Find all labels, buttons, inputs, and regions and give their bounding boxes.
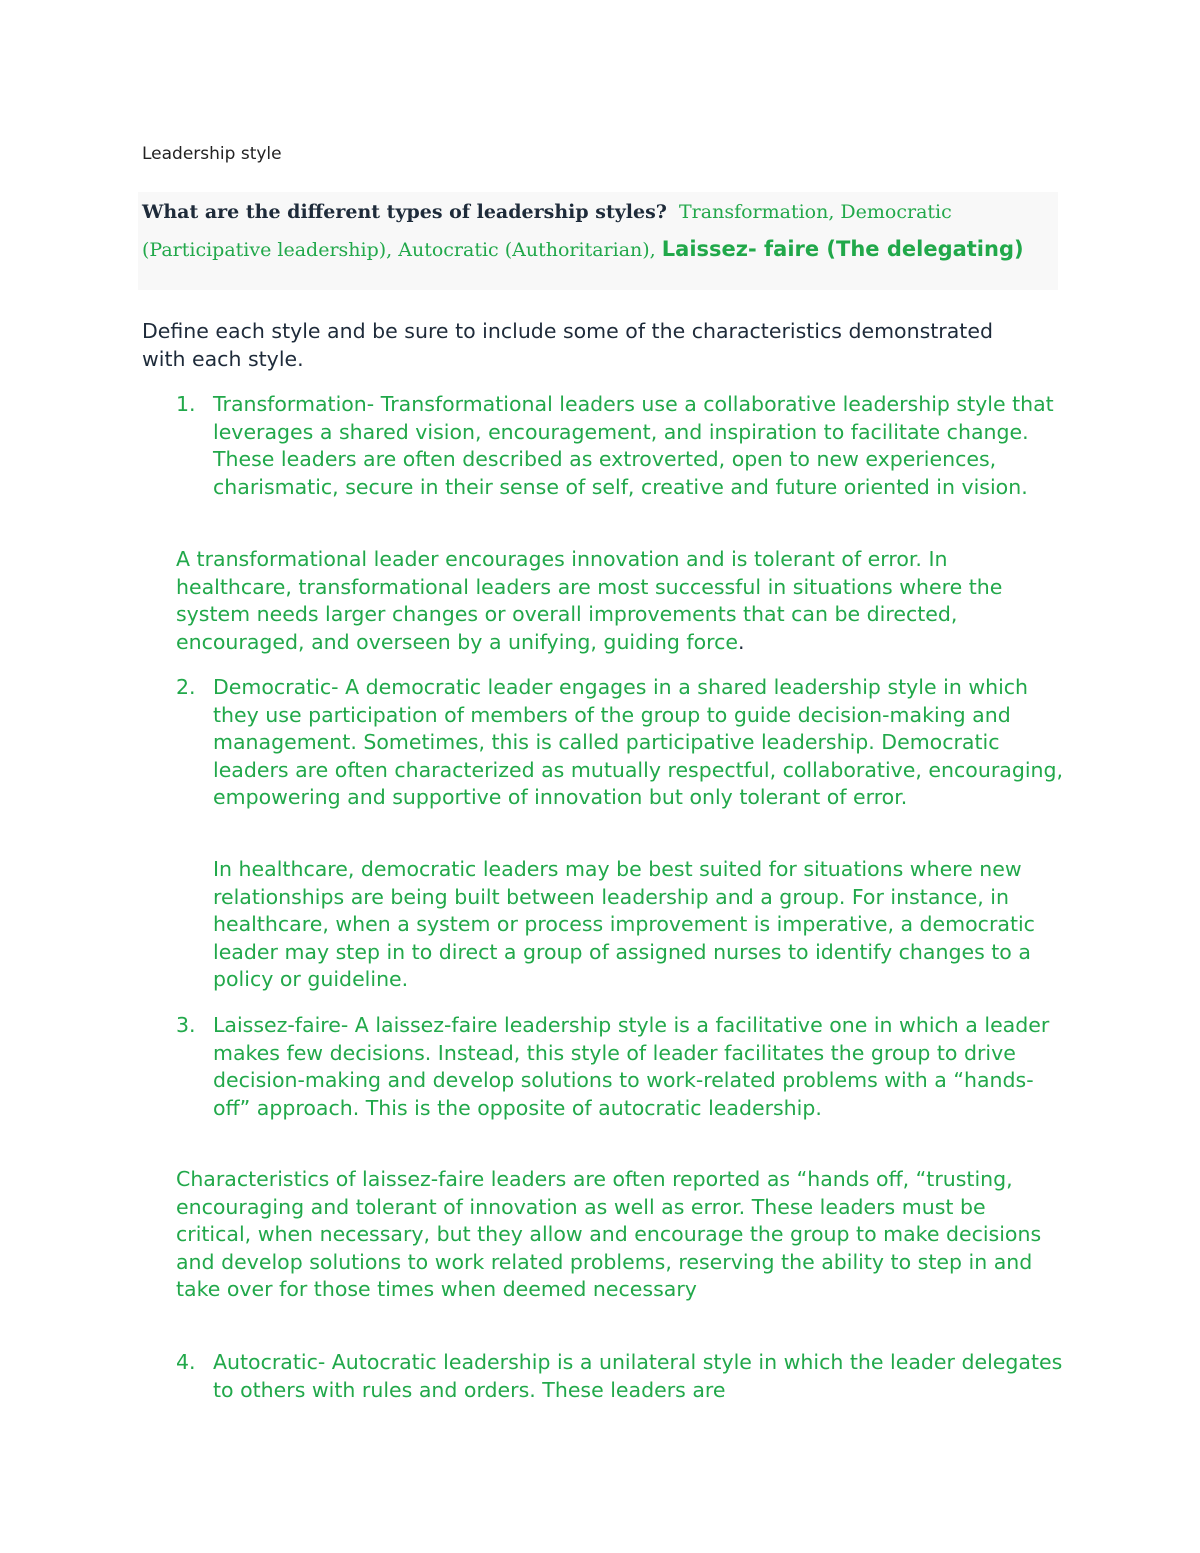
transformational-note [176,546,1066,656]
question-prompt: What are the different types of leadership styles? [142,201,667,223]
list-item-text: Autocratic- Autocratic leadership is a unilateral style in which the leader delegates to others with rules and orders. These leaders are [213,1350,1063,1402]
question-answer-bold: Laissez- faire (The delegating) [661,237,1024,261]
question-block [142,194,1052,269]
list-item-autocratic [176,1349,1066,1404]
document-title: Leadership style [142,144,282,164]
list-number: 3. [176,1013,196,1037]
laissez-faire-note: Characteristics of laissez-faire leaders are often reported as “hands off, “trusting, encouraging and tolerant of innovation as well as error. These leaders must be critical, when necessary, but they allow and encourage the group to make decisions and develop solutions to work related problems, reserving the ability to step in and take over for those times when deemed necessary [176,1167,1042,1301]
list-item-text: Transformation- Transformational leaders use a collaborative leadership style that leverages a shared vision, encouragement, and inspiration to facilitate change. These leaders are often described as extroverted, open to new experiences, charismatic, secure in their sense of self, creative and future oriented in vision. [213,392,1054,499]
list-number: 4. [176,1350,196,1374]
list-item-transformation [176,391,1066,501]
question-answer-line-1: Transformation, Democratic [679,201,952,223]
list-item-text: Laissez-faire- A laissez-faire leadership style is a facilitative one in which a leader makes few decisions. Instead, this style of leader facilitates the group to drive decision-making and develop solutions to work-related problems with a “hands-off” approach. This is the opposite of autocratic leadership. [213,1013,1050,1120]
transformational-note-period: . [737,629,745,654]
transformational-note-text: A transformational leader encourages innovation and is tolerant of error. In healthcare, transformational leaders are most successful in situations where the system needs larger changes or overall improvements that can be directed, encouraged, and overseen by a unifying, guiding force [176,547,1003,654]
list-item-text: Democratic- A democratic leader engages in a shared leadership style in which they use participation of members of the group to guide decision-making and management. Sometimes, this is called participative leadership. Democratic leaders are often characterized as mutually respectful, collaborative, encouraging, empowering and supportive of innovation but only tolerant of error. [213,675,1064,809]
list-item-democratic [176,674,1066,812]
question-answer-line-2: (Participative leadership), Autocratic (Authoritarian), [142,239,656,261]
list-number: 1. [176,392,196,416]
democratic-note: In healthcare, democratic leaders may be best suited for situations where new relationships are being built between leadership and a group. For instance, in healthcare, when a system or process improvement is imperative, a democratic leader may step in to direct a group of assigned nurses to identify changes to a policy or guideline. [213,857,1035,991]
instructions: Define each style and be sure to include some of the characteristics demonstrated with each style. [142,319,993,371]
list-number: 2. [176,675,196,699]
list-item-laissez-faire [176,1012,1066,1122]
